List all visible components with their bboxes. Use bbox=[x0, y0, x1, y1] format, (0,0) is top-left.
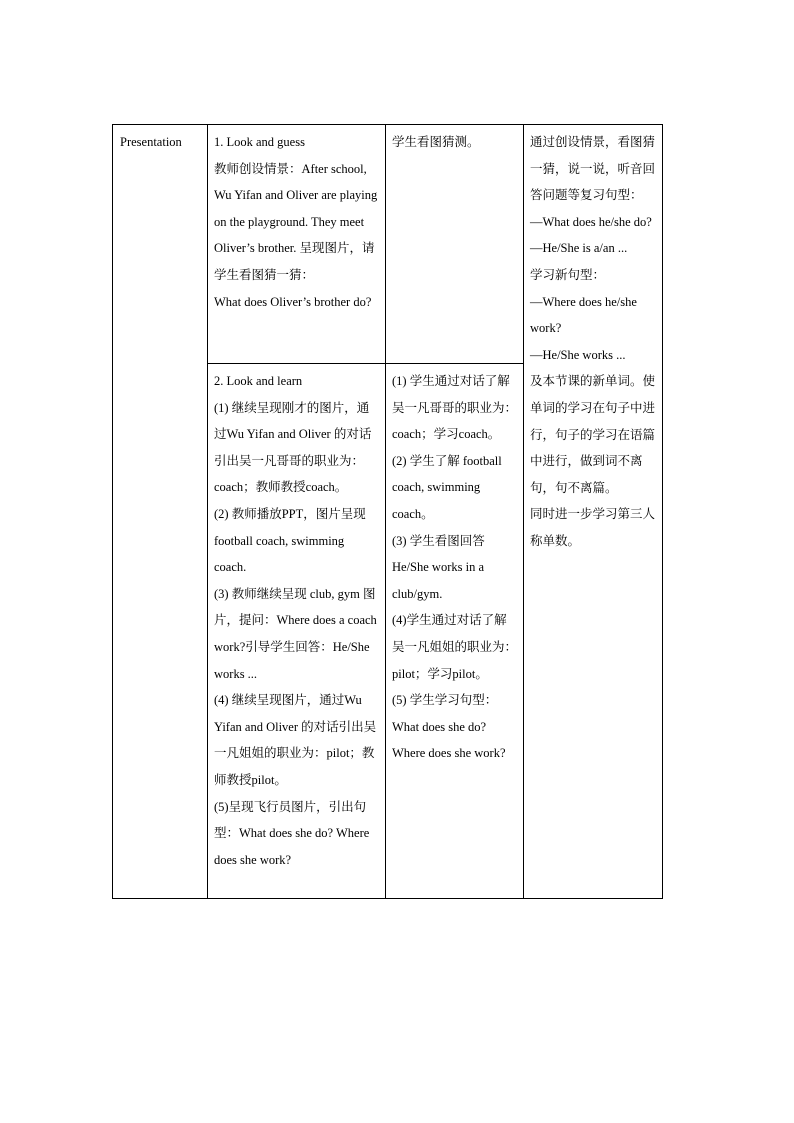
activity-text: (5)呈现飞行员图片，引出句型：What does she do? Where does she work? bbox=[214, 799, 370, 867]
activity-text: What does Oliver’s brother do? bbox=[214, 294, 372, 309]
intent-text: —Where does he/she work? bbox=[530, 294, 637, 336]
activity-text: (1) 继续呈现刚才的图片，通过Wu Yifan and Oliver 的对话引出吴一凡哥哥的职业为：coach；教师教授coach。 bbox=[214, 400, 372, 495]
activity-text: 教师创设情景：After school, Wu Yifan and Oliver are playing on the playground. They meet Oliver’s brother. 呈现图片，请学生看图猜一猜： bbox=[214, 161, 378, 282]
intent-text: 学习新句型： bbox=[530, 267, 606, 282]
activity-text: (5) 学生学习句型：What does she do? Where does she work? bbox=[392, 693, 506, 761]
intent-text: 通过创设情景，看图猜一猜，说一说，听音回答问题等复习句型： bbox=[530, 135, 656, 203]
activity-text: (2) 学生了解 football coach, swimming coach。 bbox=[392, 453, 502, 521]
activity-text: (4) 继续呈现图片，通过Wu Yifan and Oliver 的对话引出吴一凡姐姐的职业为：pilot；教师教授pilot。 bbox=[214, 693, 377, 787]
activity-text: (3) 教师继续呈现 club, gym 图片，提问：Where does a coach work?引导学生回答：He/She works ... bbox=[214, 586, 377, 681]
lesson-plan-table bbox=[112, 124, 663, 899]
student-activity-cell-1 bbox=[386, 125, 524, 364]
intent-text: —He/She works ... bbox=[530, 347, 626, 362]
table-row bbox=[113, 125, 663, 364]
design-intent-cell bbox=[524, 125, 663, 899]
intent-text: —What does he/she do? bbox=[530, 214, 652, 229]
activity-text: (3) 学生看图回答He/She works in a club/gym. bbox=[392, 533, 485, 601]
teacher-activity-cell-1 bbox=[208, 125, 386, 364]
intent-text: 及本节课的新单词。使单词的学习在句子中进行，句子的学习在语篇中进行，做到词不离句，句不离篇。 bbox=[530, 374, 656, 495]
student-activity-cell-2 bbox=[386, 364, 524, 899]
activity-heading: 1. Look and guess bbox=[214, 135, 305, 149]
activity-text: 学生看图猜测。 bbox=[392, 135, 480, 149]
teacher-activity-cell-2 bbox=[208, 364, 386, 899]
intent-text: 同时进一步学习第三人称单数。 bbox=[530, 507, 656, 548]
activity-heading: 2. Look and learn bbox=[214, 374, 303, 388]
activity-text: (4)学生通过对话了解吴一凡姐姐的职业为：pilot；学习pilot。 bbox=[392, 613, 518, 681]
intent-text: —He/She is a/an ... bbox=[530, 241, 628, 256]
stage-label: Presentation bbox=[120, 135, 182, 149]
activity-text: (1) 学生通过对话了解吴一凡哥哥的职业为：coach；学习coach。 bbox=[392, 374, 518, 442]
stage-cell bbox=[113, 125, 208, 899]
activity-text: (2) 教师播放PPT，图片呈现 football coach, swimming coach. bbox=[214, 506, 366, 575]
